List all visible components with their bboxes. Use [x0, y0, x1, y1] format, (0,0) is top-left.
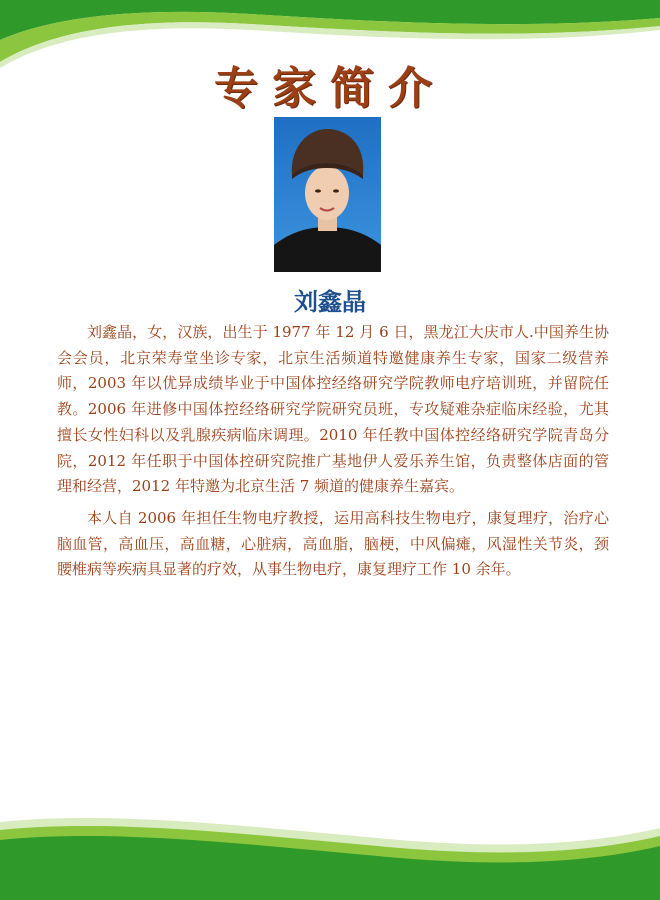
expert-name: 刘鑫晶	[294, 288, 366, 316]
bottom-wave-decoration	[0, 810, 660, 900]
bio-paragraph: 刘鑫晶，女，汉族，出生于 1977 年 12 月 6 日，黑龙江大庆市人.中国养生协会会员，北京荣寿堂坐诊专家，北京生活频道特邀健康养生专家，国家二级营养师，2003 年以优异成绩毕业于中国体控经络研究学院教师电疗培训班，并留院任教。2006 年进修中国体控经络研究学院研究员班，专攻疑难杂症临床经验，尤其擅长女性妇科以及乳腺疾病临床调理。2010 年任教中国体控经络研究学院青岛分院，2012 年任职于中国体控研究院推广基地伊人爱乐养生馆，负责整体店面的管理和经营，2012 年特邀为北京生活 7 频道的健康养生嘉宾。	[57, 323, 609, 496]
bio-text	[57, 320, 609, 589]
bio-paragraph: 本人自 2006 年担任生物电疗教授，运用高科技生物电疗，康复理疗，治疗心脑血管，高血压，高血糖，心脏病，高血脂，脑梗，中风偏瘫，风湿性关节炎，颈腰椎病等疾病具显著的疗效，从事生物电疗，康复理疗工作 10 余年。	[57, 508, 609, 579]
page-title: 专家简介	[214, 63, 446, 114]
portrait-photo	[274, 117, 381, 272]
